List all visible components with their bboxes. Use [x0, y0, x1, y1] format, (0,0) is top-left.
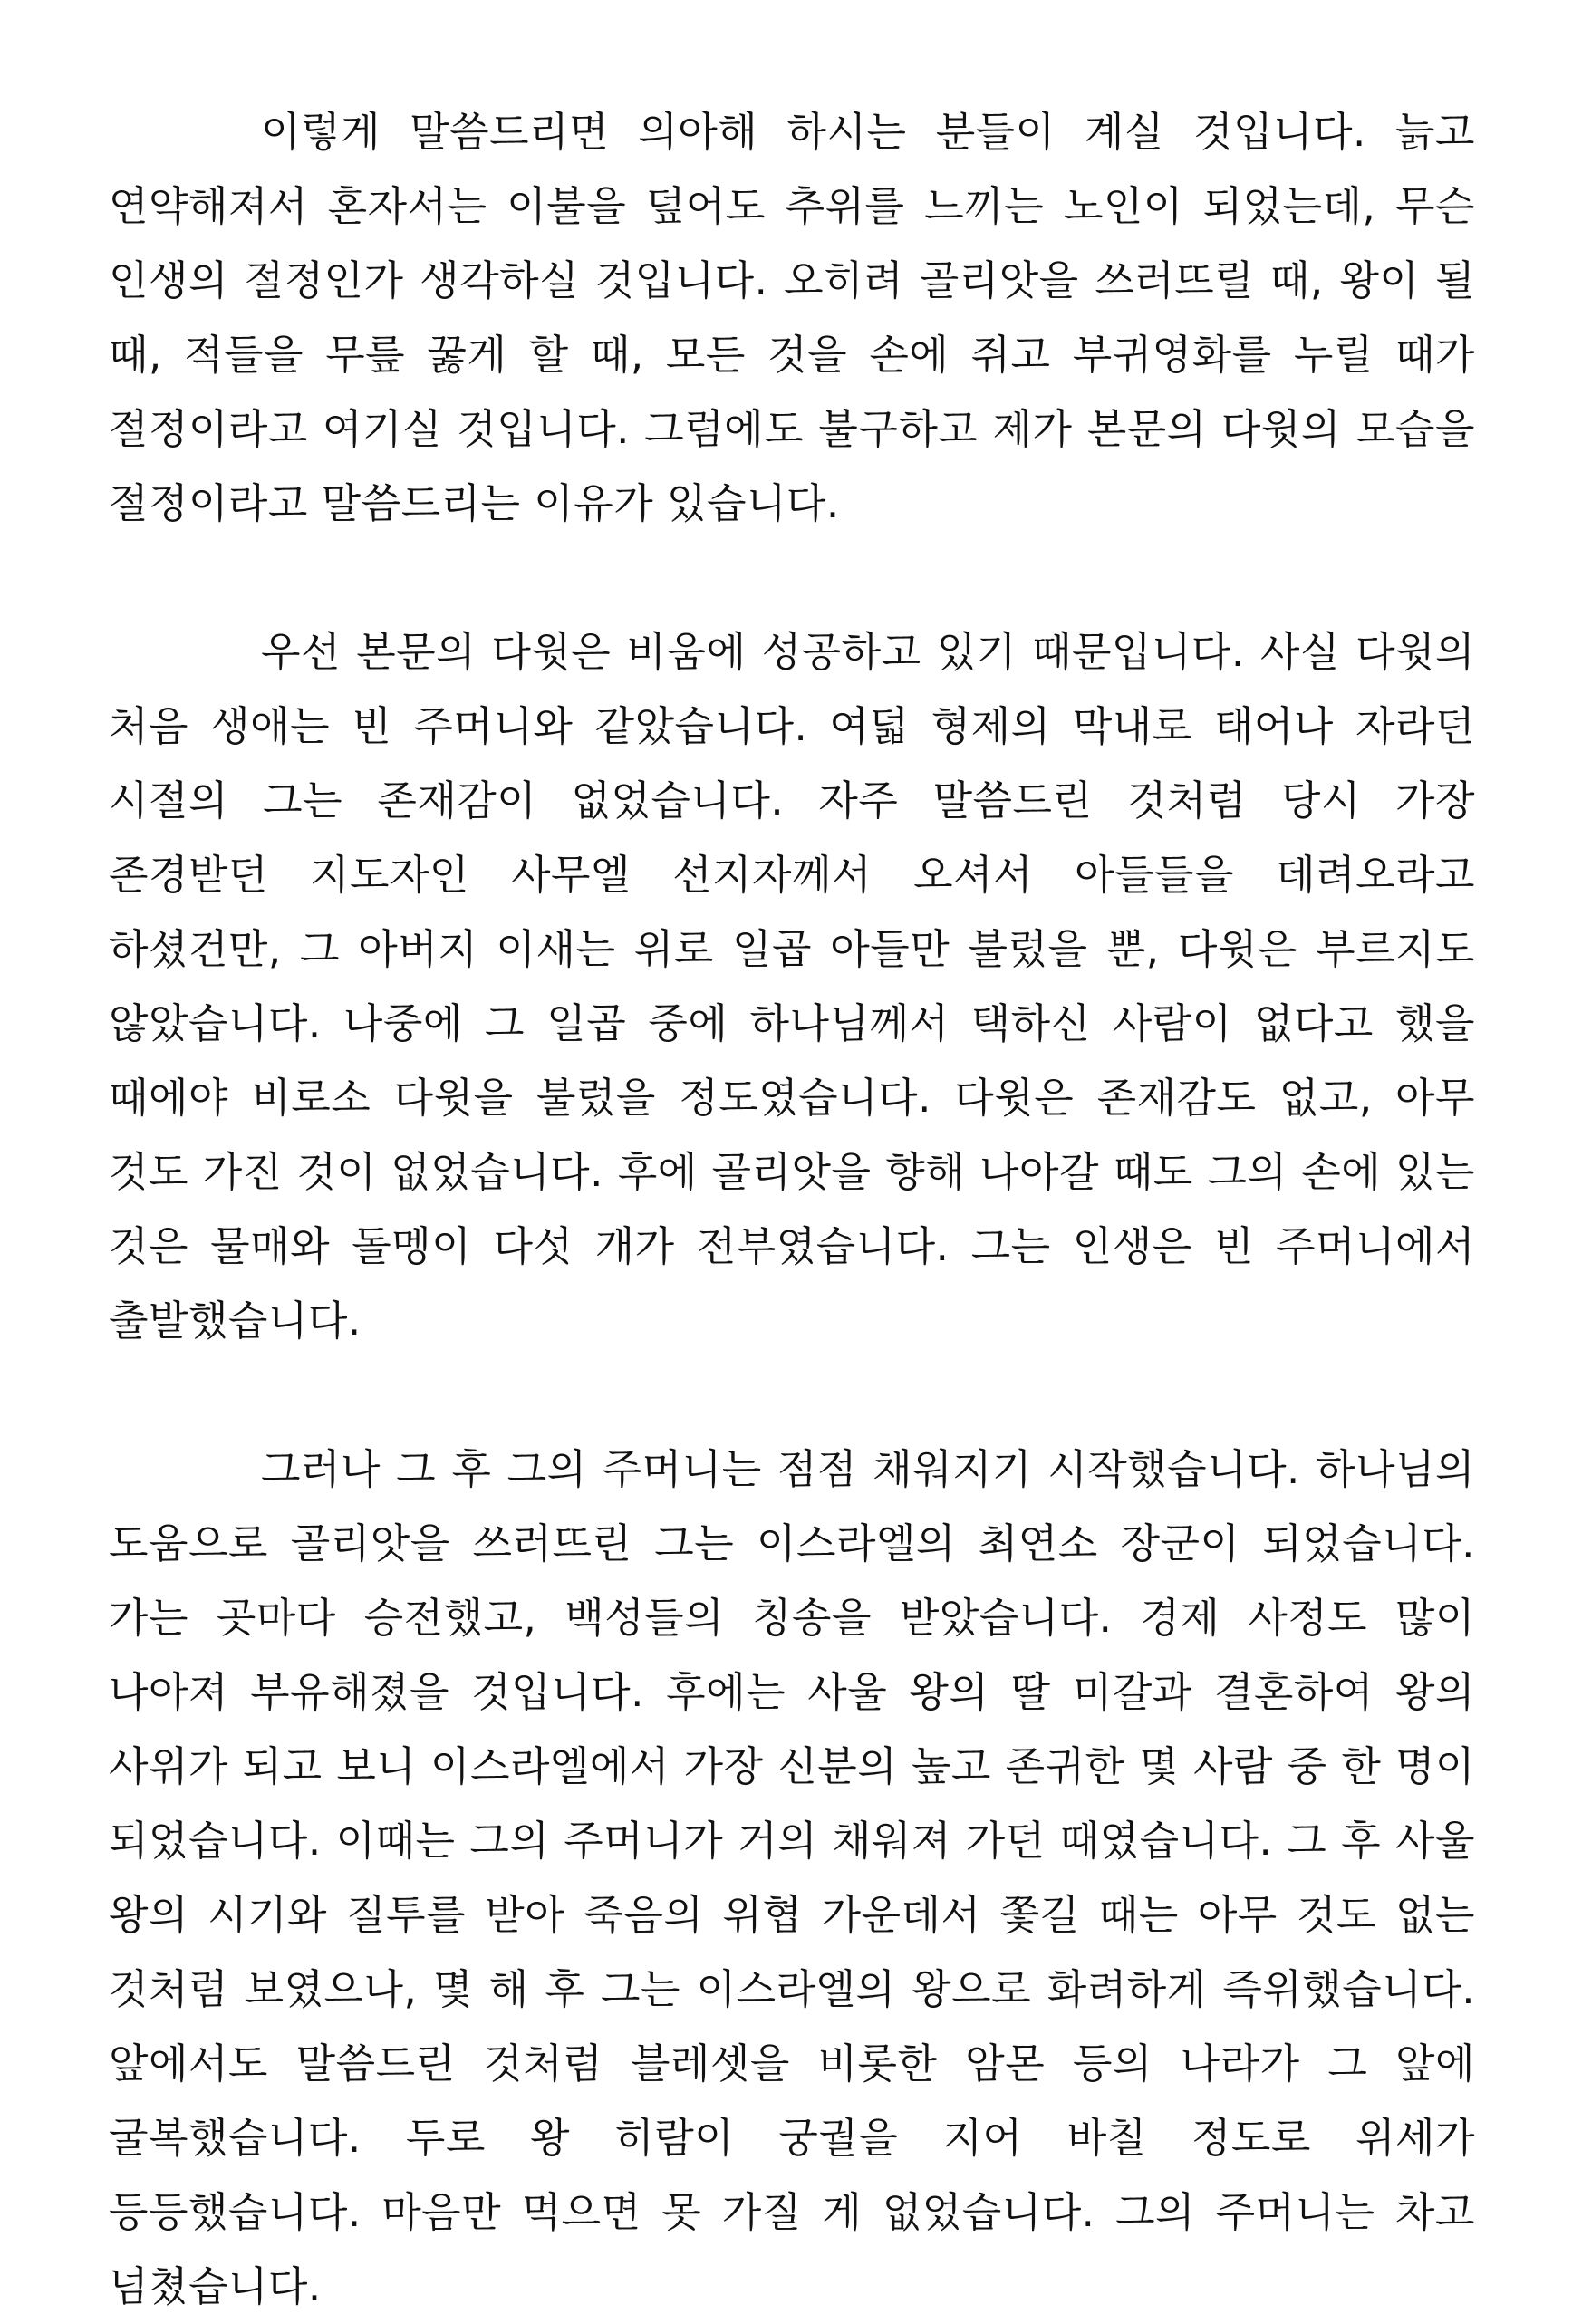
paragraph-1: 이렇게 말씀드리면 의아해 하시는 분들이 계실 것입니다. 늙고 연약해져서 혼자서는 이불을 덮어도 추위를 느끼는 노인이 되었는데, 무슨 인생의 절정인가 생각하실 것입니다. 오히려 골리앗을 쓰러뜨릴 때, 왕이 될 때, 적들을 무릎 꿇게 할 때, 모든 것을 손에 쥐고 부귀영화를 누릴 때가 절정이라고 여기실 것입니다. 그럼에도 불구하고 제가 본문의 다윗의 모습을 절정이라고 말씀드리는 이유가 있습니다. — [109, 108, 1475, 527]
paragraph-2: 우선 본문의 다윗은 비움에 성공하고 있기 때문입니다. 사실 다윗의 처음 생애는 빈 주머니와 같았습니다. 여덟 형제의 막내로 태어나 자라던 시절의 그는 존재감이 없었습니다. 자주 말씀드린 것처럼 당시 가장 존경받던 지도자인 사무엘 선지자께서 오셔서 아들들을 데려오라고 하셨건만, 그 아버지 이새는 위로 일곱 아들만 불렀을 뿐, 다윗은 부르지도 않았습니다. 나중에 그 일곱 중에 하나님께서 택하신 사람이 없다고 했을 때에야 비로소 다윗을 불렀을 정도였습니다. 다윗은 존재감도 없고, 아무 것도 가진 것이 없었습니다. 후에 골리앗을 향해 나아갈 때도 그의 손에 있는 것은 물매와 돌멩이 다섯 개가 전부였습니다. 그는 인생은 빈 주머니에서 출발했습니다. — [109, 628, 1475, 1345]
paragraph-3: 그러나 그 후 그의 주머니는 점점 채워지기 시작했습니다. 하나님의 도움으로 골리앗을 쓰러뜨린 그는 이스라엘의 최연소 장군이 되었습니다. 가는 곳마다 승전했고, 백성들의 칭송을 받았습니다. 경제 사정도 많이 나아져 부유해졌을 것입니다. 후에는 사울 왕의 딸 미갈과 결혼하여 왕의 사위가 되고 보니 이스라엘에서 가장 신분의 높고 존귀한 몇 사람 중 한 명이 되었습니다. 이때는 그의 주머니가 거의 채워져 가던 때였습니다. 그 후 사울 왕의 시기와 질투를 받아 죽음의 위협 가운데서 쫓길 때는 아무 것도 없는 것처럼 보였으나, 몇 해 후 그는 이스라엘의 왕으로 화려하게 즉위했습니다. 앞에서도 말씀드린 것처럼 블레셋을 비롯한 암몬 등의 나라가 그 앞에 굴복했습니다. 두로 왕 히람이 궁궐을 지어 바칠 정도로 위세가 등등했습니다. 마음만 먹으면 못 가질 게 없었습니다. 그의 주머니는 차고 넘쳤습니다. — [109, 1445, 1475, 2310]
document-page — [109, 95, 1475, 2324]
